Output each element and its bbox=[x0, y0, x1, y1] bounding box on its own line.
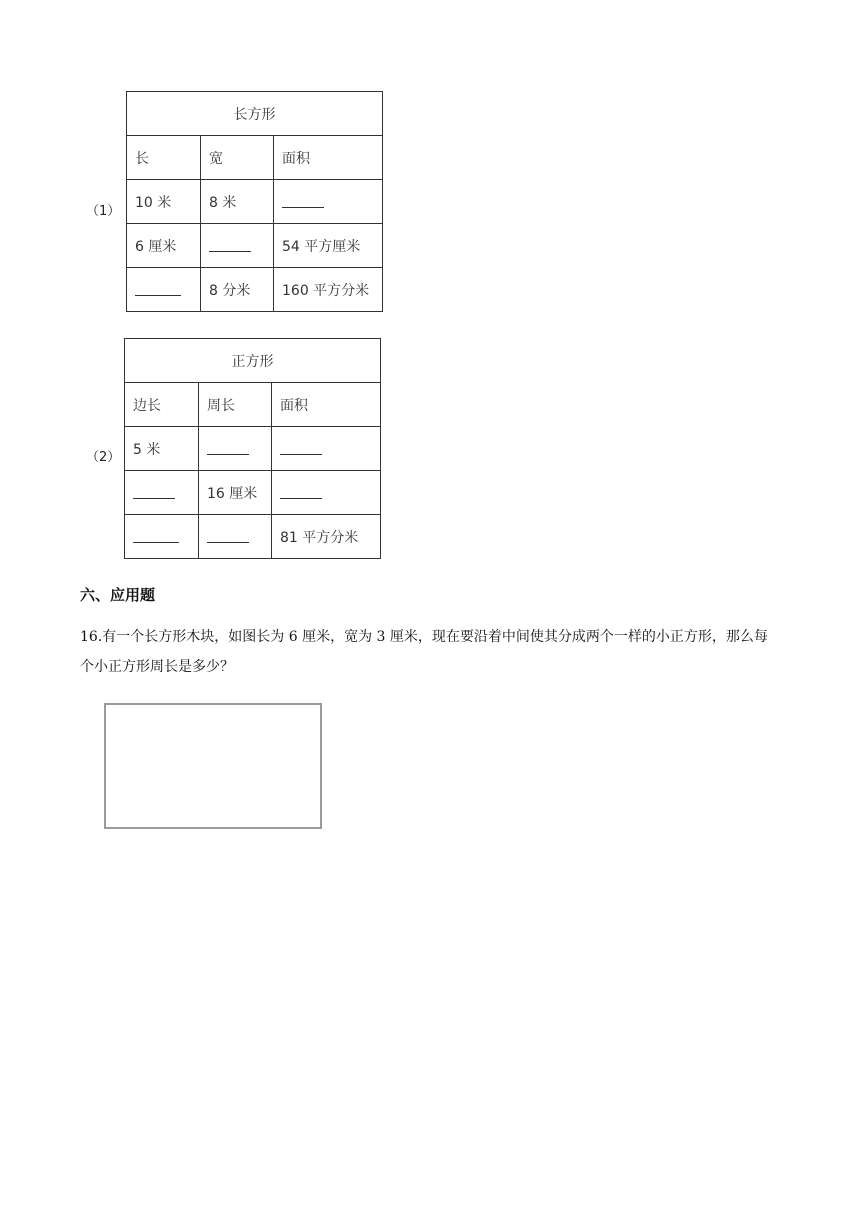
answer-blank[interactable] bbox=[207, 442, 249, 455]
answer-blank-cell[interactable] bbox=[272, 427, 381, 471]
table-cell: 54 平方厘米 bbox=[274, 224, 383, 268]
table-cell: 16 厘米 bbox=[199, 471, 272, 515]
answer-blank[interactable] bbox=[133, 486, 175, 499]
table-row bbox=[125, 471, 381, 515]
header-side-length: 边长 bbox=[125, 383, 199, 427]
rectangle-table-title: 长方形 bbox=[127, 92, 383, 136]
header-area: 面积 bbox=[272, 383, 381, 427]
answer-blank-cell[interactable] bbox=[274, 180, 383, 224]
table-cell: 5 米 bbox=[125, 427, 199, 471]
table-row bbox=[127, 268, 383, 312]
table-cell: 8 米 bbox=[201, 180, 274, 224]
section-heading: 六、应用题 bbox=[80, 586, 156, 604]
answer-blank-cell[interactable] bbox=[127, 268, 201, 312]
question-2-label: （2） bbox=[86, 450, 121, 465]
answer-blank[interactable] bbox=[135, 283, 181, 296]
answer-blank-cell[interactable] bbox=[199, 427, 272, 471]
table-row bbox=[127, 180, 383, 224]
table-cell: 160 平方分米 bbox=[274, 268, 383, 312]
table-row bbox=[127, 224, 383, 268]
square-table bbox=[124, 338, 381, 559]
answer-blank[interactable] bbox=[207, 530, 249, 543]
answer-blank[interactable] bbox=[282, 195, 324, 208]
table-cell: 10 米 bbox=[127, 180, 201, 224]
header-width: 宽 bbox=[201, 136, 274, 180]
answer-blank-cell[interactable] bbox=[199, 515, 272, 559]
header-length: 长 bbox=[127, 136, 201, 180]
rectangle-table bbox=[126, 91, 383, 312]
table-row bbox=[125, 515, 381, 559]
table-cell: 8 分米 bbox=[201, 268, 274, 312]
answer-blank[interactable] bbox=[280, 442, 322, 455]
header-perimeter: 周长 bbox=[199, 383, 272, 427]
answer-blank[interactable] bbox=[209, 239, 251, 252]
wood-block-figure bbox=[104, 703, 322, 829]
header-area: 面积 bbox=[274, 136, 383, 180]
table-row bbox=[125, 427, 381, 471]
answer-blank[interactable] bbox=[280, 486, 322, 499]
table-cell: 6 厘米 bbox=[127, 224, 201, 268]
question-1-label: （1） bbox=[86, 204, 121, 219]
table-cell: 81 平方分米 bbox=[272, 515, 381, 559]
problem-text: 16.有一个长方形木块，如图长为 6 厘米，宽为 3 厘米，现在要沿着中间使其分成两个一样的小正方形，那么每个小正方形周长是多少？ bbox=[80, 629, 768, 675]
square-table-title: 正方形 bbox=[125, 339, 381, 383]
answer-blank[interactable] bbox=[133, 530, 179, 543]
answer-blank-cell[interactable] bbox=[272, 471, 381, 515]
answer-blank-cell[interactable] bbox=[201, 224, 274, 268]
answer-blank-cell[interactable] bbox=[125, 515, 199, 559]
answer-blank-cell[interactable] bbox=[125, 471, 199, 515]
